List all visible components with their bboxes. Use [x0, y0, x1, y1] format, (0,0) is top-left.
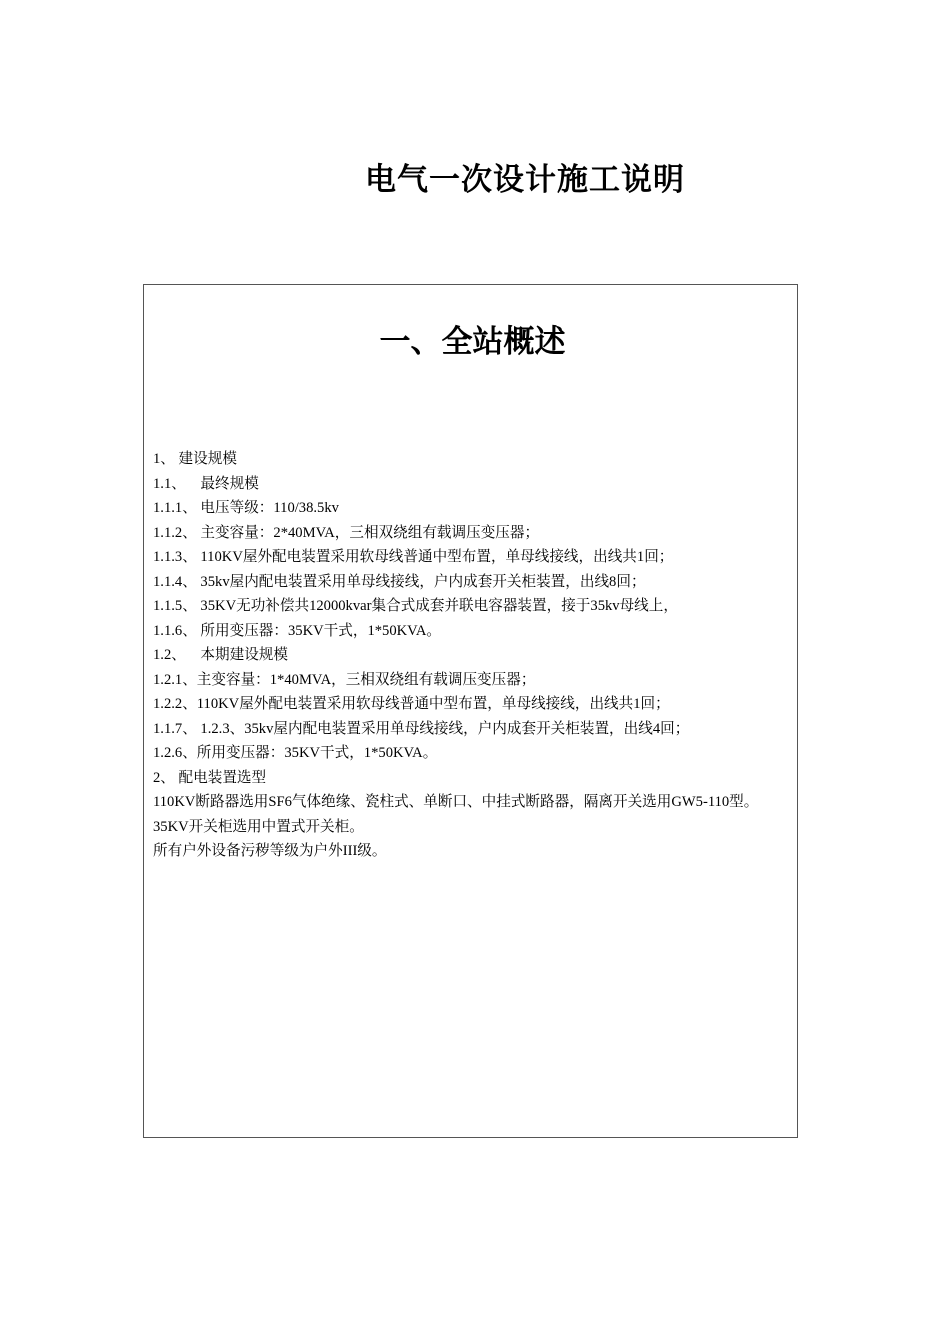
- heading-current-phase-scale: 1.2、 本期建设规模: [153, 647, 288, 663]
- paragraph-switchgear-selection: 35KV开关柜选用中置式开关柜。: [153, 818, 364, 835]
- item-phase-station-transformer: 1.2.6、所用变压器：35KV干式，1*50KVA。: [153, 745, 438, 761]
- content-box: [143, 284, 798, 1138]
- item-main-transformer-capacity: 1.1.2、 主变容量：2*40MVA，三相双绕组有载调压变压器；: [153, 524, 540, 541]
- item-voltage-level: 1.1.1、 电压等级：110/38.5kv: [153, 500, 339, 516]
- heading-final-scale: 1.1、 最终规模: [153, 475, 259, 492]
- item-phase-110kv-switchgear: 1.2.2、110KV屋外配电装置采用软母线普通中型布置，单母线接线，出线共1回；: [153, 696, 670, 712]
- body-text: [153, 447, 789, 864]
- item-35kv-reactive-compensation: 1.1.5、 35KV无功补偿共12000kvar集合式成套并联电容器装置，接于35kv母线上，: [153, 598, 678, 614]
- item-phase-main-transformer: 1.2.1、主变容量：1*40MVA，三相双绕组有载调压变压器；: [153, 671, 536, 688]
- item-station-transformer: 1.1.6、 所用变压器：35KV干式，1*50KVA。: [153, 622, 441, 639]
- section-title: 一、全站概述: [379, 324, 566, 360]
- paragraph-breaker-selection: 110KV断路器选用SF6气体绝缘、瓷柱式、单断口、中挂式断路器，隔离开关选用GW5-110型。: [153, 794, 759, 810]
- paragraph-pollution-level: 所有户外设备污秽等级为户外III级。: [153, 843, 387, 859]
- item-phase-35kv-switchgear: 1.1.7、 1.2.3、35kv屋内配电装置采用单母线接线，户内成套开关柜装置，出线4回；: [153, 720, 690, 737]
- item-35kv-indoor-switchgear: 1.1.4、 35kv屋内配电装置采用单母线接线，户内成套开关柜装置，出线8回；: [153, 573, 646, 590]
- item-110kv-outdoor-switchgear: 1.1.3、 110KV屋外配电装置采用软母线普通中型布置，单母线接线，出线共1回；: [153, 549, 674, 565]
- heading-equipment-selection: 2、 配电装置选型: [153, 769, 267, 786]
- document-title: 电气一次设计施工说明: [365, 162, 685, 198]
- heading-construction-scale: 1、 建设规模: [153, 451, 237, 467]
